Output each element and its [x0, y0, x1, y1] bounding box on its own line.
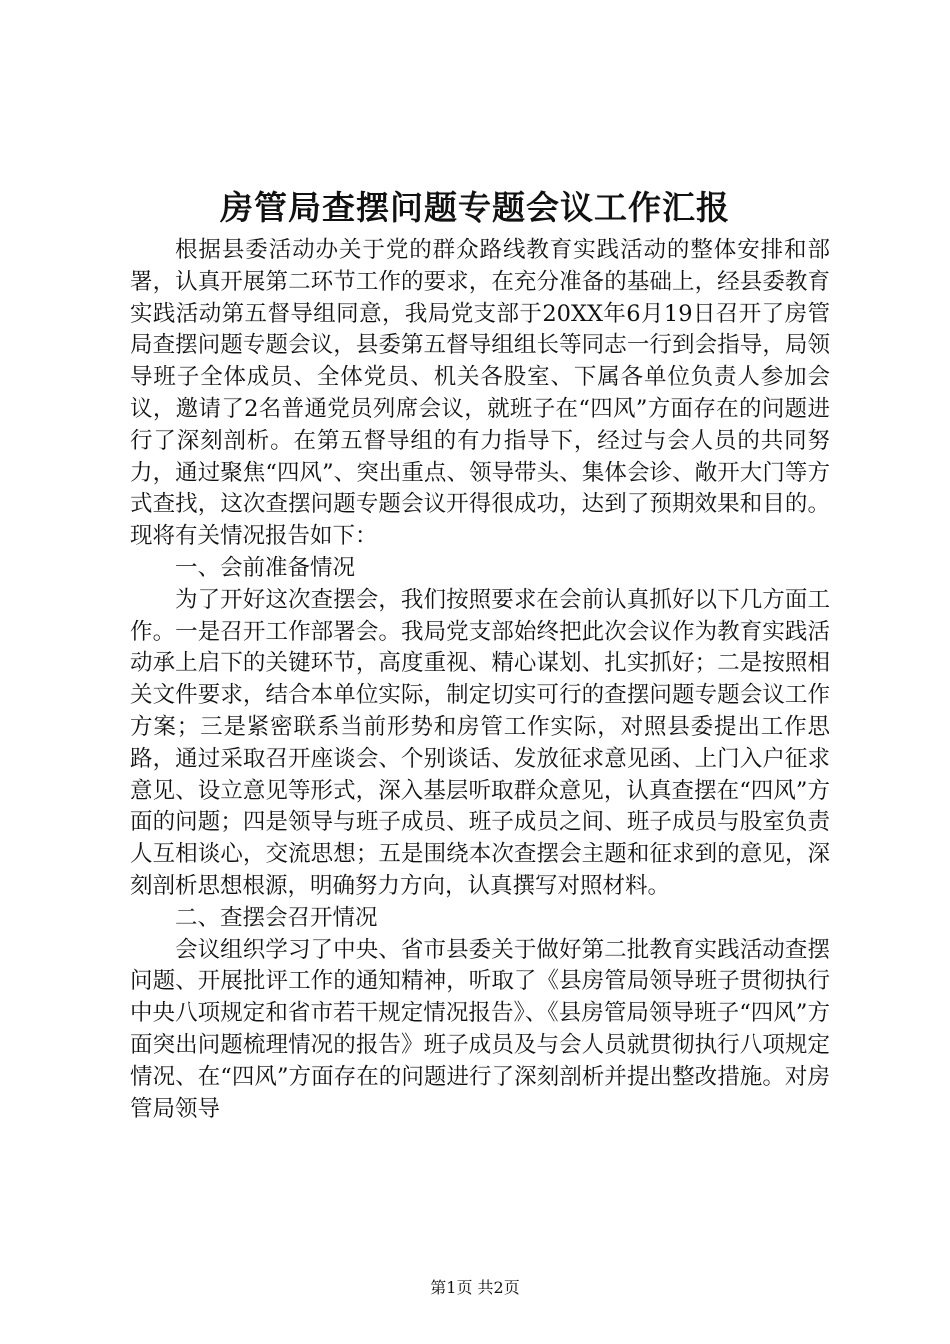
section-heading-meeting: 二、查摆会召开情况 [175, 904, 378, 931]
document-title: 房管局查摆问题专题会议工作汇报 [220, 188, 730, 227]
section-heading-preparation: 一、会前准备情况 [175, 554, 356, 581]
document-body [130, 235, 830, 1125]
meeting-paragraph: 会议组织学习了中央、省市县委关于做好第二批教育实践活动查摆问题、开展批评工作的通知精神，听取了《县房管局领导班子贯彻执行中央八项规定和省市若干规定情况报告》、《县房管局领导班子“四风”方面突出问题梳理情况的报告》班子成员及与会人员就贯彻执行八项规定情况、在“四风”方面存在的问题进行了深刻剖析并提出整改措施。对房管局领导 [130, 936, 830, 1122]
page-number-footer: 第1页 共2页 [430, 1278, 520, 1297]
preparation-paragraph: 为了开好这次查摆会，我们按照要求在会前认真抓好以下几方面工作。一是召开工作部署会。我局党支部始终把此次会议作为教育实践活动承上启下的关键环节，高度重视、精心谋划、扎实抓好；二是按照相关文件要求，结合本单位实际，制定切实可行的查摆问题专题会议工作方案；三是紧密联系当前形势和房管工作实际，对照县委提出工作思路，通过采取召开座谈会、个别谈话、发放征求意见函、上门入户征求意见、设立意见等形式，深入基层听取群众意见，认真查摆在“四风”方面的问题；四是领导与班子成员、班子成员之间、班子成员与股室负责人互相谈心，交流思想；五是围绕本次查摆会主题和征求到的意见，深刻剖析思想根源，明确努力方向，认真撰写对照材料。 [130, 586, 830, 899]
intro-paragraph: 根据县委活动办关于党的群众路线教育实践活动的整体安排和部署，认真开展第二环节工作的要求，在充分准备的基础上，经县委教育实践活动第五督导组同意，我局党支部于20XX年6月19日召开了房管局查摆问题专题会议，县委第五督导组组长等同志一行到会指导，局领导班子全体成员、全体党员、机关各股室、下属各单位负责人参加会议，邀请了2名普通党员列席会议，就班子在“四风”方面存在的问题进行了深刻剖析。在第五督导组的有力指导下，经过与会人员的共同努力，通过聚焦“四风”、突出重点、领导带头、集体会诊、敞开大门等方式查找，这次查摆问题专题会议开得很成功，达到了预期效果和目的。现将有关情况报告如下： [130, 237, 830, 550]
